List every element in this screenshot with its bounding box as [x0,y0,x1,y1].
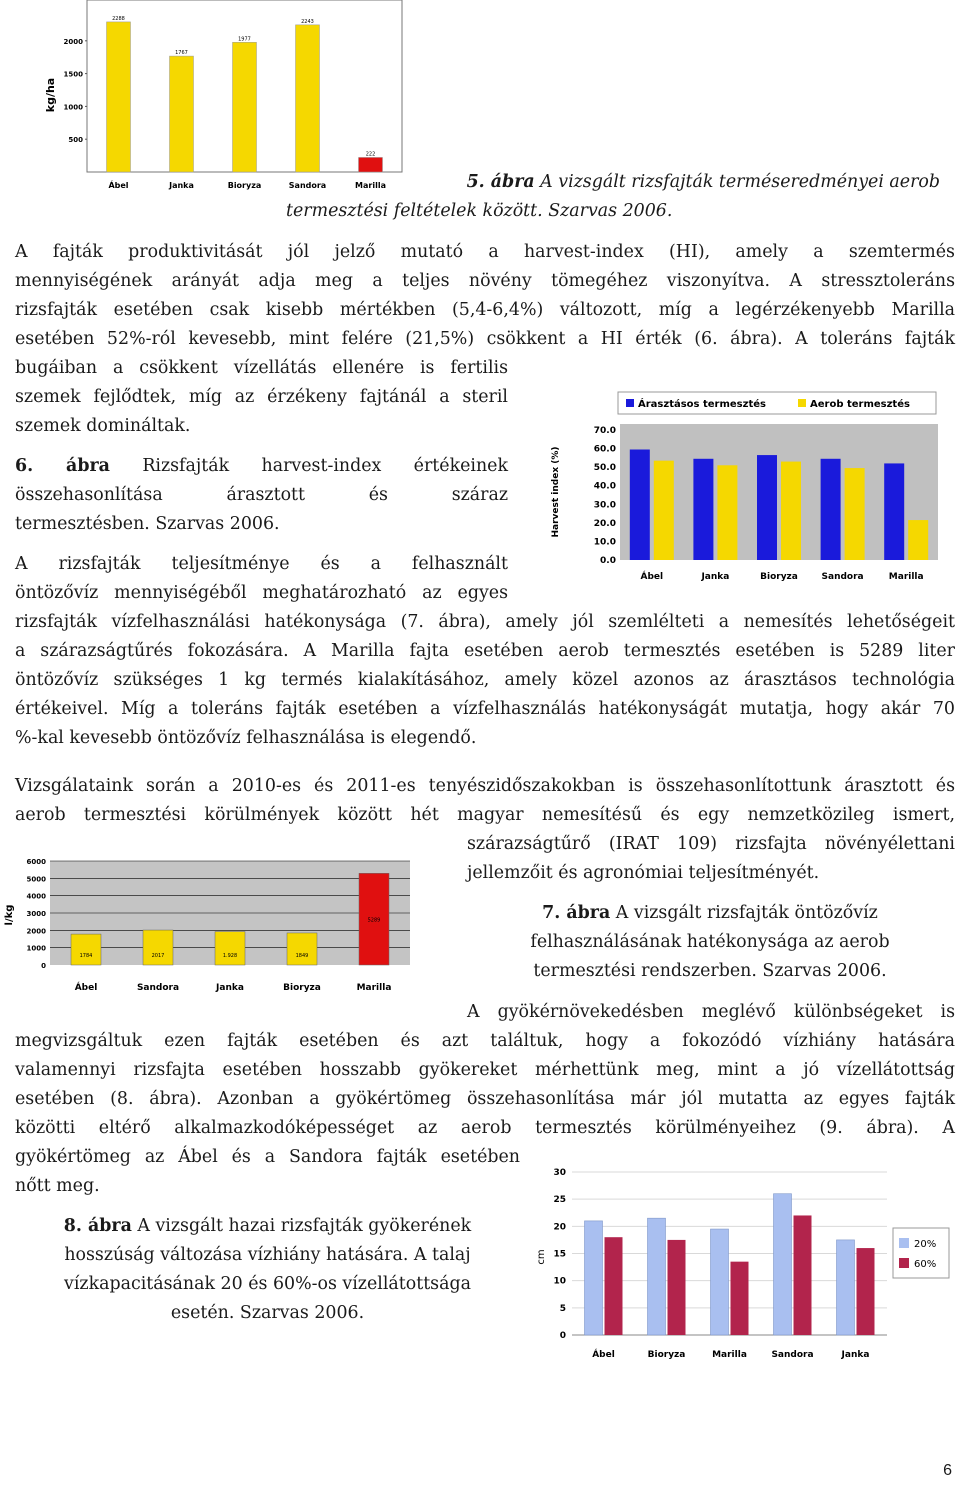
fig5-ytick-label: 1000 [63,103,83,112]
fig7-xtick-label: Sandora [136,983,180,993]
fig8-bar-60pct [668,1240,686,1335]
fig7-chart [0,855,418,1000]
p3-line-4: jellemzőit és agronómiai teljesítményét. [467,863,820,883]
paragraph-investigations-cont [467,830,955,888]
fig7-bar [143,930,173,965]
fig6-xtick-label: Ábel [640,572,664,582]
fig6-ylabel: Harvest index (%) [551,446,561,538]
paragraph-root-growth-end [15,1143,520,1201]
fig7-xtick-label: Bioryza [283,983,321,993]
fig8-ytick-label: 0 [559,1331,566,1341]
paragraph-harvest-index [15,238,955,354]
fig6-bar-arasztasos [821,459,841,560]
fig8-xtick-label: Marilla [712,1350,747,1360]
fig8-bar-20pct [648,1218,666,1335]
p1-line-4: esetében 52%-ról kevesebb, mint felére (21,5%) csökkent a HI érték (6. ábra). A toleráns fajták [15,329,955,349]
fig5-caption-num: 5. ábra [466,172,535,192]
fig7-caption-num: 7. ábra [542,903,611,923]
fig8-legend-swatch-2 [899,1258,909,1268]
fig6-legend-swatch-1 [626,399,634,407]
fig6-caption-l2: összehasonlítása árasztott és száraz [15,485,508,505]
paragraph-investigations [15,772,955,830]
fig6-xtick-label: Sandora [821,572,864,582]
p2-line-1: A rizsfajták teljesítménye és a felhasznált [15,554,508,574]
p2-line-2: öntözővíz mennyiségéből meghatározható az egyes [15,583,508,603]
fig5-bar-label: 1977 [238,36,251,43]
fig8-xtick-label: Sandora [771,1350,814,1360]
paragraph-water-efficiency-cont [15,608,955,753]
fig7-bar-label: 1849 [295,953,309,959]
fig7-caption-l3: termesztési rendszerben. Szarvas 2006. [533,961,887,981]
fig7-caption [470,899,950,986]
fig6-caption [15,452,508,539]
fig6-xtick-label: Bioryza [760,572,798,582]
p4-line-7: nőtt meg. [15,1176,100,1196]
fig8-bar-20pct [585,1221,603,1335]
fig8-bar-20pct [837,1240,855,1335]
fig8-caption-l2: hosszúság változása vízhiány hatására. A talaj [64,1245,471,1265]
fig6-ytick-label: 0.0 [600,556,616,566]
p2-line-4: a szárazságtűrés fokozására. A Marilla fajta esetében aerob termesztés esetében is 5289 liter [15,641,955,661]
p1-line-1: A fajták produktivitását jól jelző mutató a harvest-index (HI), amely a szemtermés [15,242,955,262]
fig8-legend-swatch-1 [899,1238,909,1248]
p3-line-3: szárazságtűrő (IRAT 109) rizsfajta növényélettani [467,834,955,854]
fig7-ytick-label: 4000 [26,892,46,901]
fig6-chart [548,388,948,588]
fig7-bar [71,934,101,965]
fig7-caption-l1: A vizsgált rizsfajták öntözővíz [615,903,878,923]
fig8-caption-num: 8. ábra [63,1216,132,1236]
fig8-caption-l1: A vizsgált hazai rizsfajták gyökerének [137,1216,472,1236]
fig5-caption-text-2: termesztési feltételek között. Szarvas 2006. [286,201,673,221]
fig5-bar [170,56,194,172]
fig7-bar-label: 2017 [151,953,165,959]
fig8-bar-60pct [605,1237,623,1335]
p4-line-5: közötti eltérő alkalmazkodóképességet az aerob termesztés körülményeihez (9. ábra). A [15,1118,955,1138]
fig5-xtick-label: Ábel [108,181,129,190]
fig8-legend-label-2: 60% [914,1259,937,1270]
fig6-bar-arasztasos [693,459,713,560]
fig6-ytick-label: 50.0 [593,463,616,474]
fig8-chart [530,1160,955,1370]
p2-line-6: értékeivel. Míg a toleráns fajták esetében a vízfelhasználás hatékonyságát mutatja, hogy akár 70 [15,699,955,719]
fig7-bar [215,932,245,965]
fig5-xtick-label: Janka [169,181,194,190]
fig5-ytick-label: 500 [68,136,83,145]
paragraph-harvest-index-cont [15,354,508,441]
fig6-bar-aerob [654,461,674,560]
fig7-bar-label: 5289 [367,917,381,924]
fig5-xtick-label: Bioryza [227,181,262,190]
fig5-bar [107,22,131,172]
fig5-bar-label: 1767 [175,50,188,57]
p4-line-4: esetében (8. ábra). Azonban a gyökértömeg összehasonlítása már jól mutatta az egyes fajták [15,1089,955,1109]
fig8-legend [893,1228,949,1278]
p4-line-3: valamennyi rizsfajta esetében hosszabb gyökereket mérhettünk meg, mint a jó vízellátottság [15,1060,955,1080]
p4-line-1: A gyökérnövekedésben meglévő különbségeket is [467,1002,955,1022]
fig6-caption-l1: Rizsfajták harvest-index értékeinek [142,456,508,476]
fig5-caption-text-1: A vizsgált rizsfajták terméseredményei aerob [540,172,940,192]
p1-line-5: bugáiban a csökkent vízellátás ellenére is fertilis [15,358,508,378]
fig7-ytick-label: 6000 [26,858,46,866]
fig6-bar-aerob [717,465,737,560]
fig5-caption [280,168,940,226]
fig8-bar-20pct [711,1229,729,1335]
fig7-bar [287,933,317,965]
p1-line-3: rizsfajták esetében csak kisebb mértékben (5,4-6,4%) változott, míg a legérzékenyebb Marilla [15,300,955,320]
fig8-caption [15,1212,520,1328]
fig6-ytick-label: 60.0 [593,444,616,455]
fig8-xtick-label: Janka [841,1350,870,1360]
fig6-legend-label-1: Árasztásos termesztés [638,399,766,410]
p1-line-6: szemek fejlődtek, míg az érzékeny fajtánál a steril [15,387,508,407]
fig8-ytick-label: 10 [553,1276,566,1287]
fig6-ytick-label: 40.0 [593,481,616,492]
paragraph-water-efficiency [15,550,508,608]
fig8-ytick-label: 5 [559,1303,566,1314]
fig5-bar-label: 2243 [301,18,314,25]
fig6-ytick-label: 70.0 [593,426,616,436]
fig8-bar-20pct [774,1194,792,1335]
fig5-xtick-label: Sandora [288,181,327,190]
fig7-ytick-label: 0 [41,962,46,970]
fig7-bar-label: 1.928 [222,953,238,959]
fig7-bar-label: 1784 [79,953,93,959]
paragraph-root-growth [467,998,955,1027]
fig8-caption-l3: vízkapacitásának 20 és 60%-os vízellátottsága [64,1274,471,1294]
fig8-ytick-label: 25 [553,1195,566,1206]
fig6-ytick-label: 20.0 [593,518,616,529]
fig6-bar-arasztasos [884,463,904,560]
fig5-ytick-label: 2000 [63,37,83,46]
fig8-bar-60pct [794,1215,812,1335]
fig7-ytick-label: 2000 [26,927,46,936]
fig7-ytick-label: 1000 [26,944,46,953]
fig8-caption-l4: esetén. Szarvas 2006. [170,1303,365,1323]
fig6-legend-label-2: Aerob termesztés [810,399,910,410]
p1-line-2: mennyiségének arányát adja meg a teljes növény tömegéhez viszonyítva. A stressztoleráns [15,271,955,291]
fig8-ytick-label: 15 [553,1249,566,1260]
p2-line-7: %-kal kevesebb öntözővíz felhasználása is elegendő. [15,728,477,748]
fig7-ytick-label: 5000 [26,875,46,884]
fig8-bar-60pct [731,1262,749,1335]
fig8-xtick-label: Bioryza [647,1350,686,1360]
fig5-xtick-label: Marilla [355,181,386,190]
fig8-ytick-label: 30 [553,1168,566,1178]
fig8-bar-60pct [857,1248,875,1335]
fig7-xtick-label: Janka [216,983,244,993]
fig7-xtick-label: Marilla [356,983,392,993]
fig6-bar-aerob [908,520,928,560]
fig8-legend-label-1: 20% [914,1239,937,1250]
fig6-xtick-label: Janka [701,572,730,582]
fig6-bar-arasztasos [630,450,650,561]
fig5-ylabel: kg/ha [44,77,57,113]
fig7-xtick-label: Ábel [74,983,98,993]
fig8-xtick-label: Ábel [592,1350,615,1360]
p2-line-3: rizsfajták vízfelhasználási hatékonysága (7. ábra), amely jól szemlélteti a nemesítés lehetőségeit [15,612,955,632]
fig6-bar-aerob [781,462,801,560]
fig6-ytick-label: 10.0 [593,537,616,548]
p2-line-5: öntözővíz szükséges 1 kg termés kialakításához, amely közel azonos az árasztásos technológia [15,670,955,690]
fig6-bar-arasztasos [757,455,777,560]
fig5-bar-label: 2288 [112,15,125,22]
fig5-bar [296,25,320,172]
fig5-ytick-label: 1500 [63,70,83,79]
fig7-ytick-label: 3000 [26,910,46,918]
fig6-bar-aerob [845,468,865,560]
fig6-caption-l3: termesztésben. Szarvas 2006. [15,514,280,534]
paragraph-root-growth-cont [15,1027,955,1143]
p3-line-1: Vizsgálataink során a 2010-es és 2011-es tenyészidőszakokban is összehasonlítottunk árasztott és [15,776,955,796]
page-number: 6 [943,1462,952,1479]
fig7-ylabel: l/kg [4,904,15,926]
fig6-caption-num: 6. ábra [15,456,110,476]
p3-line-2: aerob termesztési körülmények között hét magyar nemesítésű és egy nemzetközileg ismert, [15,805,955,825]
p1-line-7: szemek domináltak. [15,416,191,436]
fig8-ylabel: cm [536,1249,547,1265]
fig8-ytick-label: 20 [553,1222,566,1233]
fig5-bar-label: 222 [365,151,376,158]
fig5-bar [233,42,257,172]
fig6-ytick-label: 30.0 [593,500,616,511]
p4-line-2: megvizsgáltuk ezen fajták esetében és azt találtuk, hogy a fokozódó vízhiány hatására [15,1031,955,1051]
fig6-xtick-label: Marilla [888,572,924,582]
p4-line-6: gyökértömeg az Ábel és a Sandora fajták esetében [15,1147,520,1167]
fig7-caption-l2: felhasználásának hatékonysága az aerob [530,932,890,952]
fig6-legend-swatch-2 [798,399,806,407]
